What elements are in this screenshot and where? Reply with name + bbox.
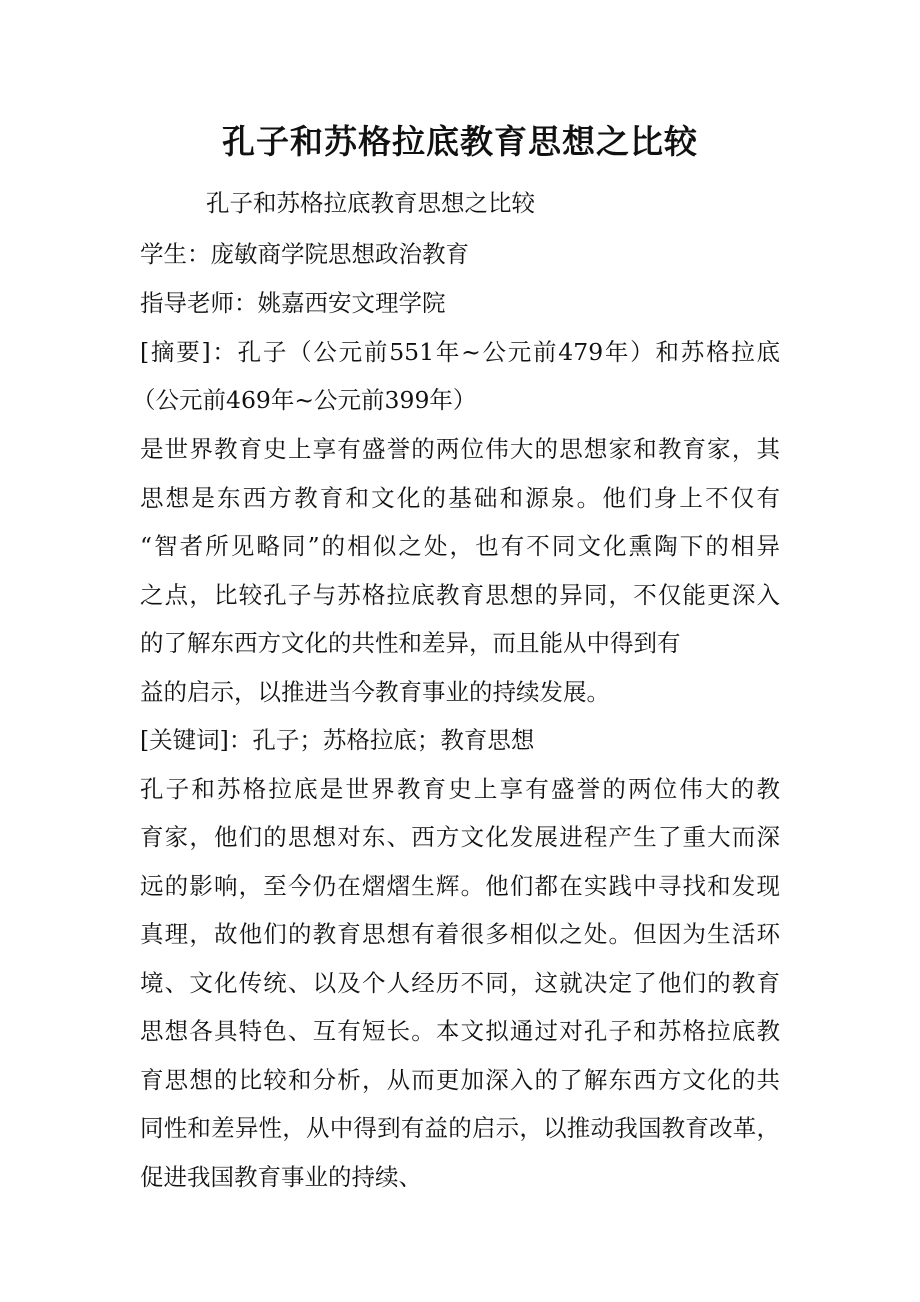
body-line: 促进我国教育事业的持续、 bbox=[140, 1163, 422, 1191]
abstract-line: 是世界教育史上享有盛誉的两位伟大的思想家和教育家，其 bbox=[140, 435, 780, 463]
abstract-line: 之点，比较孔子与苏格拉底教育思想的异同，不仅能更深入 bbox=[140, 581, 780, 609]
student-line: 学生：庞敏商学院思想政治教育 bbox=[140, 240, 469, 268]
body-line: 育家，他们的思想对东、西方文化发展进程产生了重大而深 bbox=[140, 823, 780, 851]
abstract-line: （公元前469年~公元前399年） bbox=[132, 386, 477, 414]
document-title: 孔子和苏格拉底教育思想之比较 bbox=[222, 122, 698, 161]
keywords-line: [关键词]：孔子；苏格拉底；教育思想 bbox=[140, 726, 535, 754]
abstract-line: “智者所见略同”的相似之处，也有不同文化熏陶下的相异 bbox=[140, 532, 780, 560]
abstract-line: 思想是东西方教育和文化的基础和源泉。他们身上不仅有 bbox=[140, 484, 780, 512]
abstract-line: 的了解东西方文化的共性和差异，而且能从中得到有 bbox=[140, 629, 681, 657]
body-line: 远的影响，至今仍在熠熠生辉。他们都在实践中寻找和发现 bbox=[140, 872, 780, 900]
abstract-line: [摘要]：孔子（公元前551年~公元前479年）和苏格拉底 bbox=[140, 338, 780, 366]
body-line: 同性和差异性，从中得到有益的启示，以推动我国教育改革， bbox=[140, 1114, 780, 1142]
body-line: 境、文化传统、以及个人经历不同，这就决定了他们的教育 bbox=[140, 969, 780, 997]
body-line: 真理，故他们的教育思想有着很多相似之处。但因为生活环 bbox=[140, 920, 780, 948]
document-subtitle: 孔子和苏格拉底教育思想之比较 bbox=[206, 189, 535, 217]
body-line: 思想各具特色、互有短长。本文拟通过对孔子和苏格拉底教 bbox=[140, 1017, 780, 1045]
advisor-line: 指导老师：姚嘉西安文理学院 bbox=[140, 289, 446, 317]
body-line: 孔子和苏格拉底是世界教育史上享有盛誉的两位伟大的教 bbox=[140, 775, 780, 803]
abstract-line: 益的启示，以推进当今教育事业的持续发展。 bbox=[140, 678, 610, 706]
body-line: 育思想的比较和分析，从而更加深入的了解东西方文化的共 bbox=[140, 1066, 780, 1094]
